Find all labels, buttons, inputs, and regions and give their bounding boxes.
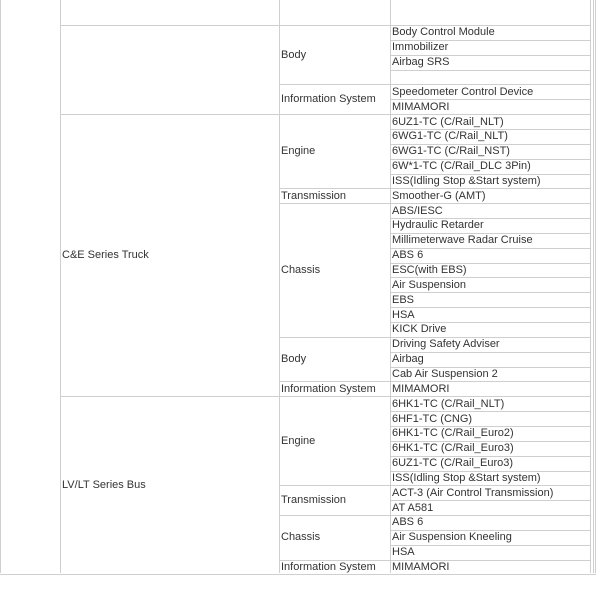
- item-cell: ABS/IESC: [392, 204, 443, 217]
- category-cell: Engine: [281, 434, 316, 447]
- item-cell: Smoother-G (AMT): [392, 189, 486, 202]
- item-cell: ACT-3 (Air Control Transmission): [392, 486, 554, 499]
- column-border: [595, 0, 596, 573]
- table-bottom-border: [0, 574, 596, 575]
- column-border: [590, 0, 591, 573]
- category-divider: [279, 337, 590, 338]
- category-cell: Transmission: [281, 494, 346, 507]
- column-border: [593, 0, 594, 573]
- category-cell: Transmission: [281, 189, 346, 202]
- item-cell: 6WG1-TC (C/Rail_NLT): [392, 130, 508, 143]
- item-cell: MIMAMORI: [392, 100, 450, 113]
- item-cell: 6HK1-TC (C/Rail_Euro2): [392, 427, 514, 440]
- category-cell: Body: [281, 48, 307, 61]
- item-cell: ISS(Idling Stop &Start system): [392, 174, 541, 187]
- category-cell: Engine: [281, 145, 316, 158]
- row-divider: [390, 307, 590, 308]
- category-divider: [279, 203, 590, 204]
- item-cell: ISS(Idling Stop &Start system): [392, 471, 541, 484]
- item-cell: MIMAMORI: [392, 561, 450, 574]
- item-cell: Hydraulic Retarder: [392, 219, 484, 232]
- group-divider: [60, 25, 590, 26]
- item-cell: Cab Air Suspension 2: [392, 367, 498, 380]
- item-cell: Airbag: [392, 353, 424, 366]
- item-cell: MIMAMORI: [392, 382, 450, 395]
- series-cell: C&E Series Truck: [62, 249, 149, 262]
- category-cell: Chassis: [281, 531, 321, 544]
- row-divider: [390, 545, 590, 546]
- item-cell: ABS 6: [392, 249, 424, 262]
- group-divider: [60, 114, 590, 115]
- item-cell: ESC(with EBS): [392, 264, 467, 277]
- item-cell: 6W*1-TC (C/Rail_DLC 3Pin): [392, 160, 531, 173]
- item-cell: Air Suspension: [392, 278, 466, 291]
- item-cell: EBS: [392, 293, 415, 306]
- item-cell: AT A581: [392, 501, 434, 514]
- category-cell: Chassis: [281, 264, 321, 277]
- item-cell: KICK Drive: [392, 323, 447, 336]
- column-border: [279, 0, 280, 573]
- item-cell: Immobilizer: [392, 41, 449, 54]
- item-cell: Air Suspension Kneeling: [392, 531, 512, 544]
- item-cell: HSA: [392, 546, 415, 559]
- item-cell: Body Control Module: [392, 26, 495, 39]
- group-divider: [60, 396, 590, 397]
- category-cell: Information System: [281, 561, 376, 574]
- category-cell: Body: [281, 353, 307, 366]
- category-cell: Information System: [281, 93, 376, 106]
- series-cell: LV/LT Series Bus: [62, 479, 146, 492]
- category-cell: Information System: [281, 382, 376, 395]
- item-cell: 6UZ1-TC (C/Rail_NLT): [392, 115, 504, 128]
- category-divider: [279, 515, 590, 516]
- item-cell: Millimeterwave Radar Cruise: [392, 234, 533, 247]
- row-divider: [390, 292, 590, 293]
- column-border: [390, 0, 391, 573]
- item-cell: 6UZ1-TC (C/Rail_Euro3): [392, 457, 514, 470]
- item-cell: Driving Safety Adviser: [392, 338, 500, 351]
- item-cell: HSA: [392, 308, 415, 321]
- item-cell: Airbag SRS: [392, 56, 450, 69]
- item-cell: 6HK1-TC (C/Rail_NLT): [392, 397, 505, 410]
- item-cell: 6HK1-TC (C/Rail_Euro3): [392, 442, 514, 455]
- category-divider: [279, 485, 590, 486]
- column-border: [60, 0, 61, 573]
- category-divider: [279, 84, 590, 85]
- column-border: [0, 0, 1, 573]
- item-cell: ABS 6: [392, 516, 424, 529]
- item-cell: 6WG1-TC (C/Rail_NST): [392, 145, 510, 158]
- item-cell: Speedometer Control Device: [392, 85, 534, 98]
- item-cell: 6HF1-TC (CNG): [392, 412, 473, 425]
- row-divider: [390, 70, 590, 71]
